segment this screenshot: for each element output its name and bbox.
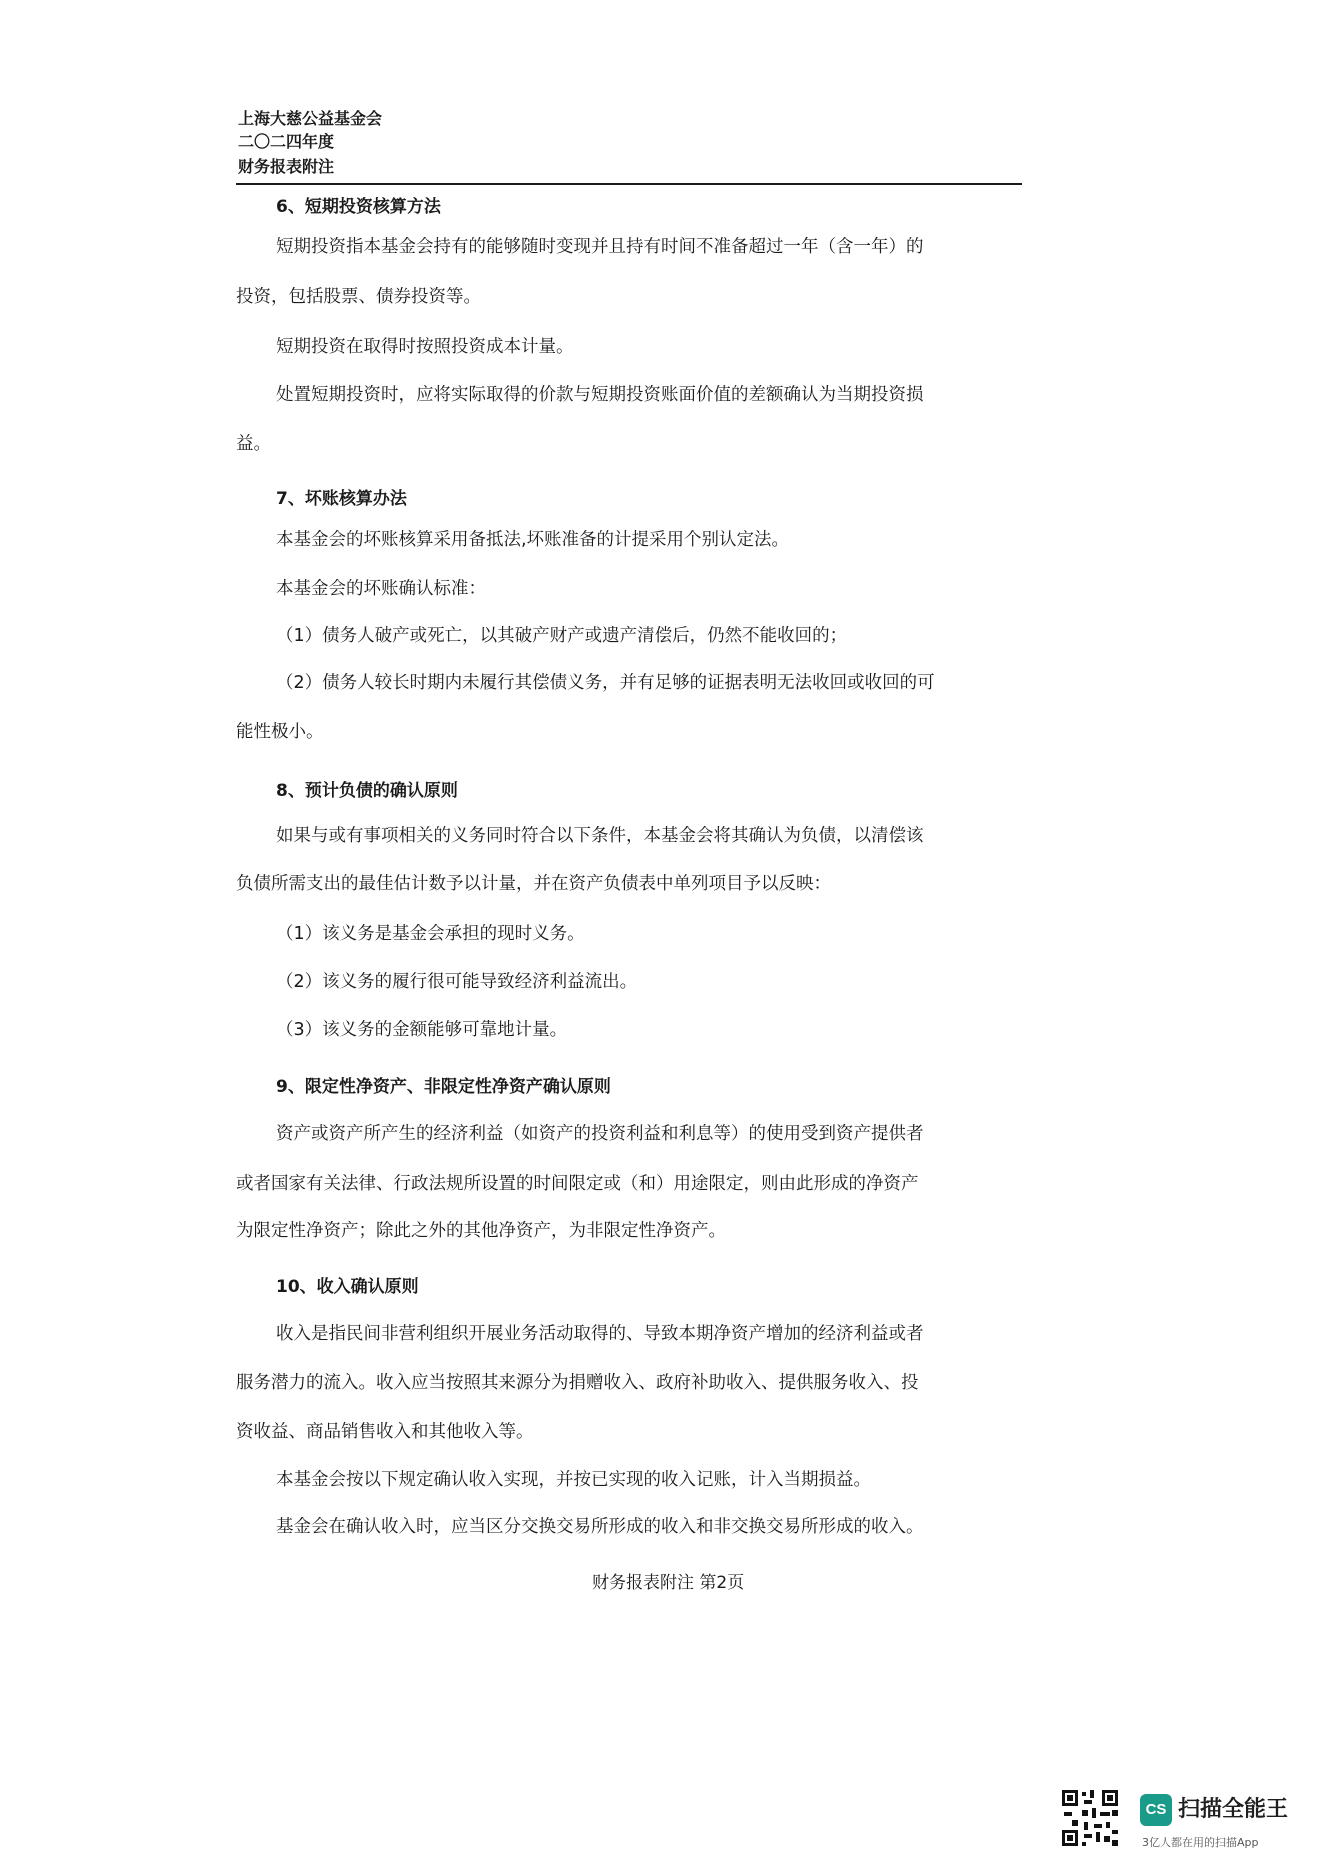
section-7-line: （2）债务人较长时期内未履行其偿债义务，并有足够的证据表明无法收回或收回的可 — [276, 673, 935, 693]
section-10-line: 本基金会按以下规定确认收入实现，并按已实现的收入记账，计入当期损益。 — [276, 1470, 871, 1490]
section-7-line: 本基金会的坏账确认标准： — [276, 579, 486, 599]
section-7-title: 7、坏账核算办法 — [276, 489, 407, 509]
section-9-line: 资产或资产所产生的经济利益（如资产的投资利益和利息等）的使用受到资产提供者 — [276, 1124, 924, 1144]
section-10-line: 基金会在确认收入时，应当区分交换交易所形成的收入和非交换交易所形成的收入。 — [276, 1517, 924, 1537]
camscanner-tagline: 3亿人都在用的扫描App — [1142, 1836, 1259, 1849]
section-8-line: （2）该义务的履行很可能导致经济利益流出。 — [276, 972, 638, 992]
section-6-line: 益。 — [236, 434, 271, 454]
header-org: 上海大慈公益基金会 — [238, 109, 383, 128]
section-6-line: 短期投资在取得时按照投资成本计量。 — [276, 337, 574, 357]
section-7-line: （1）债务人破产或死亡，以其破产财产或遗产清偿后，仍然不能收回的； — [276, 626, 848, 646]
camscanner-logo-icon: CS — [1140, 1794, 1172, 1826]
section-8-title: 8、预计负债的确认原则 — [276, 781, 458, 801]
section-8-line: （1）该义务是基金会承担的现时义务。 — [276, 924, 585, 944]
section-10-line: 服务潜力的流入。收入应当按照其来源分为捐赠收入、政府补助收入、提供服务收入、投 — [236, 1373, 919, 1393]
section-6-line: 处置短期投资时，应将实际取得的价款与短期投资账面价值的差额确认为当期投资损 — [276, 385, 924, 405]
header-year: 二〇二四年度 — [238, 132, 335, 151]
section-6-line: 短期投资指本基金会持有的能够随时变现并且持有时间不准备超过一年（含一年）的 — [276, 237, 924, 257]
section-8-line: 如果与或有事项相关的义务同时符合以下条件，本基金会将其确认为负债，以清偿该 — [276, 826, 924, 846]
page-footer: 财务报表附注 第2页 — [592, 1573, 745, 1593]
section-10-line: 资收益、商品销售收入和其他收入等。 — [236, 1422, 534, 1442]
camscanner-name: 扫描全能王 — [1178, 1797, 1289, 1822]
section-10-title: 10、收入确认原则 — [276, 1277, 419, 1297]
section-6-line: 投资，包括股票、债券投资等。 — [236, 287, 481, 307]
header-divider — [236, 183, 1022, 185]
header-doc-title: 财务报表附注 — [238, 157, 335, 176]
section-9-line: 为限定性净资产；除此之外的其他净资产，为非限定性净资产。 — [236, 1221, 726, 1241]
section-10-line: 收入是指民间非营利组织开展业务活动取得的、导致本期净资产增加的经济利益或者 — [276, 1324, 924, 1344]
section-9-line: 或者国家有关法律、行政法规所设置的时间限定或（和）用途限定，则由此形成的净资产 — [236, 1174, 919, 1194]
section-6-title: 6、短期投资核算方法 — [276, 197, 441, 217]
section-7-line: 能性极小。 — [236, 722, 324, 742]
section-8-line: （3）该义务的金额能够可靠地计量。 — [276, 1020, 568, 1040]
qr-code-icon — [1060, 1788, 1120, 1848]
section-7-line: 本基金会的坏账核算采用备抵法,坏账准备的计提采用个别认定法。 — [276, 530, 790, 550]
scanner-watermark — [1060, 1788, 1292, 1854]
section-8-line: 负债所需支出的最佳估计数予以计量，并在资产负债表中单列项目予以反映： — [236, 874, 831, 894]
section-9-title: 9、限定性净资产、非限定性净资产确认原则 — [276, 1077, 611, 1097]
